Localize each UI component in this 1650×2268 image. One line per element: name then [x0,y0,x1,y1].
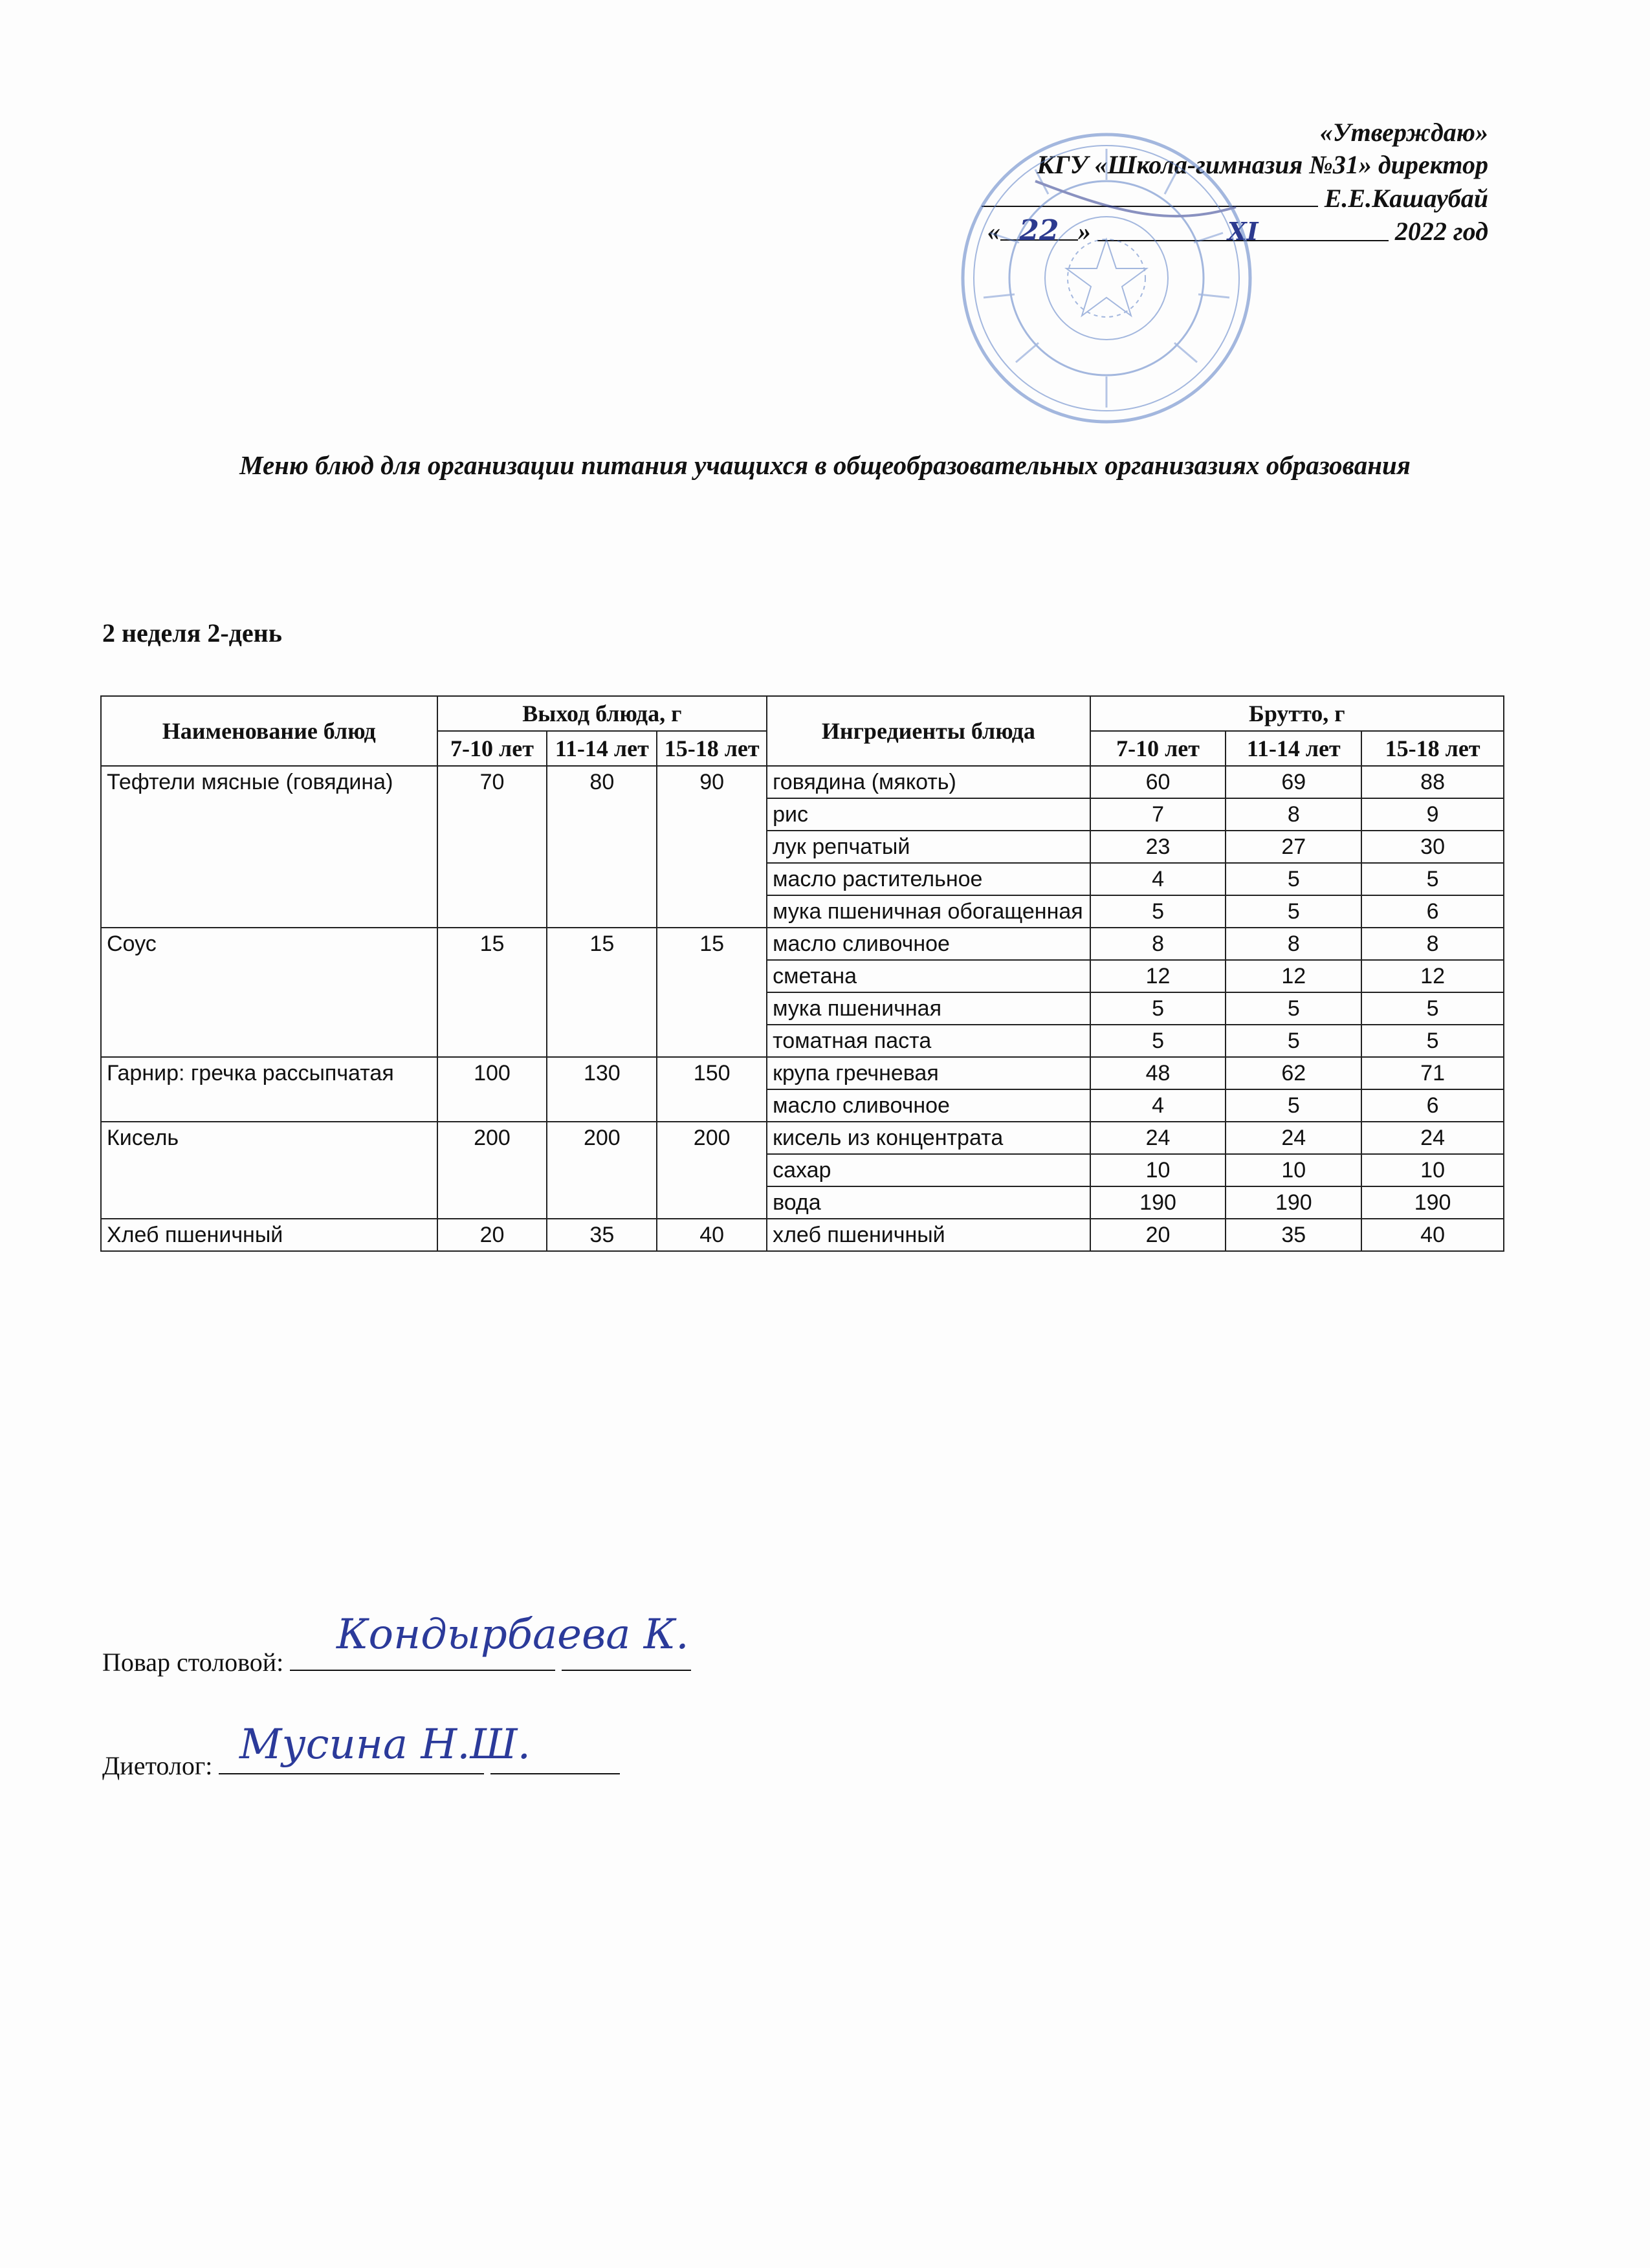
ingredient-name: говядина (мякоть) [767,766,1090,798]
header-brutto: Брутто, г [1090,696,1504,731]
date-quote-close: » [1077,217,1091,246]
brutto-value: 190 [1361,1186,1504,1219]
ingredient-name: мука пшеничная обогащенная [767,895,1090,928]
brutto-value: 12 [1361,960,1504,992]
dietitian-label: Диетолог: [102,1751,213,1780]
approval-line-1: «Утверждаю» [1319,118,1488,147]
brutto-value: 4 [1090,863,1226,895]
ingredient-name: хлеб пшеничный [767,1219,1090,1251]
output-value: 15 [657,928,767,1057]
output-value: 90 [657,766,767,928]
date-day: 22 [1019,214,1059,247]
menu-table [100,695,1504,1252]
brutto-value: 60 [1090,766,1226,798]
output-value: 15 [547,928,657,1057]
brutto-value: 9 [1361,798,1504,831]
header-output: Выход блюда, г [437,696,767,731]
brutto-value: 88 [1361,766,1504,798]
brutto-value: 23 [1090,831,1226,863]
brutto-value: 10 [1361,1154,1504,1186]
week-day-label: 2 неделя 2-день [102,618,282,648]
brutto-value: 71 [1361,1057,1504,1089]
output-value: 200 [547,1122,657,1219]
header-output-age-11-14: 11-14 лет [547,731,657,766]
dietitian-signature-text: Мусина Н.Ш. [239,1721,531,1769]
brutto-value: 27 [1226,831,1361,863]
header-output-age-15-18: 15-18 лет [657,731,767,766]
header-dish-name: Наименование блюд [101,696,437,766]
dish-name: Кисель [101,1122,437,1219]
cook-signature-icon [336,1611,689,1659]
ingredient-name: рис [767,798,1090,831]
date-quote-open: « [987,217,1000,246]
brutto-value: 12 [1226,960,1361,992]
ingredient-name: мука пшеничная [767,992,1090,1025]
dish-name: Хлеб пшеничный [101,1219,437,1251]
ingredient-name: масло сливочное [767,1089,1090,1122]
output-value: 100 [437,1057,547,1122]
header-ingredients: Ингредиенты блюда [767,696,1090,766]
brutto-value: 62 [1226,1057,1361,1089]
ingredient-name: крупа гречневая [767,1057,1090,1089]
output-value: 20 [437,1219,547,1251]
table-row [101,1219,1504,1251]
document-title: Меню блюд для организации питания учащихся в общеобразовательных организазиях образования [239,450,1411,480]
table-header-row [101,696,1504,731]
dish-name: Гарнир: гречка рассыпчатая [101,1057,437,1122]
brutto-value: 5 [1226,863,1361,895]
output-value: 35 [547,1219,657,1251]
brutto-value: 5 [1090,1025,1226,1057]
brutto-value: 5 [1361,992,1504,1025]
table-row [101,928,1504,960]
ingredient-name: кисель из концентрата [767,1122,1090,1154]
brutto-value: 69 [1226,766,1361,798]
brutto-value: 5 [1361,863,1504,895]
ingredient-name: сахар [767,1154,1090,1186]
brutto-value: 6 [1361,1089,1504,1122]
brutto-value: 10 [1090,1154,1226,1186]
ingredient-name: томатная паста [767,1025,1090,1057]
header-brutto-age-11-14: 11-14 лет [1226,731,1361,766]
brutto-value: 24 [1090,1122,1226,1154]
brutto-value: 190 [1090,1186,1226,1219]
brutto-value: 10 [1226,1154,1361,1186]
brutto-value: 30 [1361,831,1504,863]
brutto-value: 7 [1090,798,1226,831]
output-value: 200 [657,1122,767,1219]
output-value: 70 [437,766,547,928]
output-value: 150 [657,1057,767,1122]
cook-label: Повар столовой: [102,1648,284,1677]
header-output-age-7-10: 7-10 лет [437,731,547,766]
output-value: 130 [547,1057,657,1122]
output-value: 15 [437,928,547,1057]
header-brutto-age-15-18: 15-18 лет [1361,731,1504,766]
output-value: 40 [657,1219,767,1251]
approval-line-2: КГУ «Школа-гимназия №31» директор [1037,150,1488,179]
brutto-value: 8 [1226,798,1361,831]
brutto-value: 12 [1090,960,1226,992]
brutto-value: 5 [1226,895,1361,928]
date-year: 2022 год [1394,217,1488,246]
output-value: 80 [547,766,657,928]
brutto-value: 5 [1090,895,1226,928]
date-month: XI [1227,217,1259,246]
dish-name: Тефтели мясные (говядина) [101,766,437,928]
table-row [101,766,1504,798]
ingredient-name: масло растительное [767,863,1090,895]
brutto-value: 35 [1226,1219,1361,1251]
brutto-value: 8 [1226,928,1361,960]
brutto-value: 40 [1361,1219,1504,1251]
brutto-value: 20 [1090,1219,1226,1251]
brutto-value: 5 [1090,992,1226,1025]
brutto-value: 5 [1226,992,1361,1025]
brutto-value: 4 [1090,1089,1226,1122]
table-row [101,1122,1504,1154]
brutto-value: 5 [1226,1025,1361,1057]
brutto-value: 8 [1090,928,1226,960]
table-row [101,1057,1504,1089]
brutto-value: 24 [1361,1122,1504,1154]
ingredient-name: вода [767,1186,1090,1219]
brutto-value: 5 [1226,1089,1361,1122]
dietitian-signature-icon [239,1721,531,1769]
output-value: 200 [437,1122,547,1219]
official-stamp-icon [958,129,1255,427]
ingredient-name: масло сливочное [767,928,1090,960]
brutto-value: 24 [1226,1122,1361,1154]
brutto-value: 6 [1361,895,1504,928]
brutto-value: 5 [1361,1025,1504,1057]
brutto-value: 8 [1361,928,1504,960]
brutto-value: 48 [1090,1057,1226,1089]
cook-signature-text: Кондырбаева К. [336,1611,689,1659]
dish-name: Соус [101,928,437,1057]
director-name: Е.Е.Кашаубай [1324,184,1488,213]
ingredient-name: сметана [767,960,1090,992]
brutto-value: 190 [1226,1186,1361,1219]
ingredient-name: лук репчатый [767,831,1090,863]
header-brutto-age-7-10: 7-10 лет [1090,731,1226,766]
